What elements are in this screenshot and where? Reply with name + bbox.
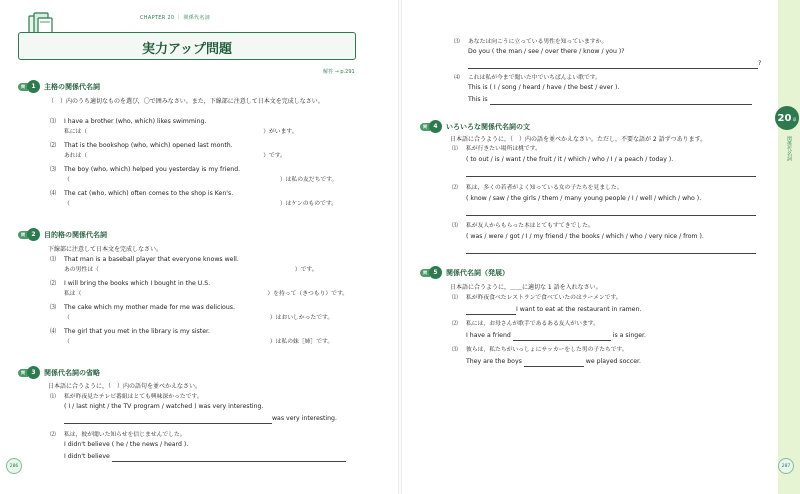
- q2-item-4: ⑷ The girl that you met in the library is my sister.: [50, 328, 210, 335]
- q5-item-3-jp: ⑶ 彼らは，私たちがいっしょにサッカーをした男の子たちです。: [452, 347, 628, 353]
- q5-lead-badge: 問: [420, 269, 430, 277]
- q3-number-badge: 3: [27, 366, 40, 379]
- q2-item-1: ⑴ That man is a baseball player that everyone knows well.: [50, 256, 239, 263]
- q3-item-2-jp: ⑵ 私は，彼が聞いた知らせを信じませんでした。: [50, 432, 186, 438]
- q1-lead-badge: 問: [18, 83, 28, 91]
- q4-number-badge: 4: [429, 120, 442, 133]
- q4-header: [420, 120, 530, 133]
- q3-lead-badge: 問: [18, 369, 28, 377]
- q3-item-1-jp: ⑴ 私が昨夜見たテレビ番組はとても興味深かったです。: [50, 394, 203, 400]
- q1-instruction: （ ）内のうち適切なものを選び，〇で囲みなさい。また，下線部に注意して日本文を完成しなさい。: [48, 98, 324, 105]
- q4-item-2-jp: ⑵ 私は，多くの若者がよく知っている女の子たちを見ました。: [452, 185, 623, 191]
- q2-lead-badge: 問: [18, 231, 28, 239]
- page-number-left: 286: [6, 458, 22, 474]
- chapter-side-tab: [778, 0, 800, 494]
- q2-item-3-jp: （ ）はおいしかったです。: [64, 315, 334, 321]
- q2-number-badge: 2: [27, 228, 40, 241]
- q1-item-4: ⑷ The cat (who, which) often comes to the shop is Ken's.: [50, 190, 234, 197]
- item-number: ⑴: [50, 118, 57, 125]
- q3-item-2-en: I didn't believe ( he / the news / heard ).: [64, 441, 189, 448]
- q4-item-3-jp: ⑶ 私が友人からもらった本はとてもすてきでした。: [452, 223, 594, 229]
- q1-item-2: ⑵ That is the bookshop (who, which) opened last month.: [50, 142, 233, 149]
- answer-blank[interactable]: [513, 334, 611, 341]
- answer-blank[interactable]: [112, 455, 346, 462]
- page-title: 実力アップ問題: [141, 42, 233, 57]
- q5-item-2-jp: ⑵ 私には，お母さんが歌手であるある友人がいます。: [452, 321, 599, 327]
- q1-header: [18, 80, 100, 93]
- answer-blank[interactable]: [64, 417, 272, 424]
- item-english: I have a brother (who, which) likes swimming.: [64, 118, 207, 125]
- chapter-number-badge: 20 章: [775, 106, 799, 130]
- q5-title: 関係代名詞（発展）: [446, 268, 509, 277]
- q4-item-1-en: ( to out / is / want / the fruit / it / which / who / I / a peach / today ).: [466, 156, 674, 163]
- page-number-right: 287: [778, 458, 794, 474]
- q3-item-4-jp: ⑷ これは私が今まで聞いた中でいちばんよい歌です。: [454, 75, 601, 81]
- q5-number-badge: 5: [429, 266, 442, 279]
- q2-instruction: 下線部に注意して日本文を完成しなさい。: [48, 246, 163, 253]
- q5-header: [420, 266, 509, 279]
- answer-blank[interactable]: [490, 98, 752, 105]
- answer-blank[interactable]: [524, 360, 584, 367]
- q3-item-4-answer: This is: [468, 96, 752, 105]
- chapter-side-label: 関係代名詞: [786, 136, 792, 161]
- q2-item-1-jp: あの男性は（ ）です。: [64, 267, 318, 273]
- q4-item-3-en: ( was / were / got / I / my friend / the books / which / who / very nice / from ).: [466, 233, 704, 240]
- q5-item-2-answer: I have a friend is a singer.: [466, 332, 646, 339]
- q1-item-2-jp: あれは（ ）です。: [64, 153, 286, 159]
- q3-item-3-jp: ⑶ あなたは向こうに立っている男性を知っていますか。: [454, 39, 608, 45]
- q4-title: いろいろな関係代名詞の文: [446, 122, 530, 131]
- q5-item-1-jp: ⑴ 私が昨夜食べたレストランで食べていたのはラーメンです。: [452, 295, 622, 301]
- answer-blank[interactable]: [466, 170, 756, 177]
- q1-item-1: [50, 118, 206, 127]
- q4-instruction: 日本語に合うように，（ ）内の語を並べかえなさい。ただし，不要な語が 2 語ずつあります。: [450, 136, 707, 143]
- q2-item-2-jp: 私は（ ）を持って（きつもり）です。: [64, 291, 349, 297]
- q3-item-2-answer: I didn't believe: [64, 453, 346, 462]
- left-page: [0, 0, 398, 494]
- q2-header: [18, 228, 107, 241]
- q1-title: 主格の関係代名詞: [44, 82, 100, 91]
- answer-reference: 解答 → p.291: [323, 69, 355, 75]
- q3-item-1-answer: was very interesting.: [64, 415, 337, 424]
- q3-item-3-answer: ?: [468, 60, 761, 69]
- q2-item-2: ⑵ I will bring the books which I bought in the U.S.: [50, 280, 211, 287]
- q2-item-4-jp: （ ）は私の妹［姉］です。: [64, 339, 334, 345]
- q1-item-4-jp: （ ）はケンのものです。: [64, 201, 338, 207]
- q5-item-3-answer: They are the boys we played soccer.: [466, 358, 641, 365]
- q4-item-2-answer: [466, 207, 756, 216]
- q4-lead-badge: 問: [420, 123, 430, 131]
- q1-number-badge: 1: [27, 80, 40, 93]
- q3-header: [18, 366, 100, 379]
- q4-item-2-en: ( know / saw / the girls / them / many young people / I / well / which / who ).: [466, 195, 702, 202]
- q1-item-3: ⑶ The boy (who, which) helped you yesterday is my friend.: [50, 166, 241, 173]
- q3-item-3-en: Do you ( the man / see / over there / know / you )?: [468, 48, 625, 55]
- q3-item-1-en: ( I / last night / the TV program / watched ) was very interesting.: [64, 403, 264, 410]
- right-page: [402, 0, 800, 494]
- answer-blank[interactable]: [466, 247, 756, 254]
- q5-instruction: 日本語に合うように，＿＿に適切な 1 語を入れなさい。: [450, 284, 602, 291]
- q1-item-3-jp: （ ）は私の友だちです。: [64, 177, 338, 183]
- q4-item-1-jp: ⑴ 私が行きたい場所は桃です。: [452, 146, 541, 152]
- chapter-heading: CHAPTER 20 ｜ 関係代名詞: [140, 15, 210, 21]
- q2-item-3: ⑶ The cake which my mother made for me was delicious.: [50, 304, 235, 311]
- q4-item-1-answer: [466, 168, 756, 177]
- answer-blank[interactable]: [466, 308, 516, 315]
- q1-item-1-jp: 私には（ ）がいます。: [64, 129, 298, 135]
- answer-blank[interactable]: [466, 209, 756, 216]
- q4-item-3-answer: [466, 245, 756, 254]
- title-box: [18, 32, 356, 60]
- q3-title: 関係代名詞の省略: [44, 368, 100, 377]
- q2-title: 目的格の関係代名詞: [44, 230, 107, 239]
- q5-item-1-answer: I want to eat at the restaurant in ramen.: [466, 306, 641, 315]
- q3-instruction: 日本語に合うように，（ ）内の語句を並べかえなさい。: [48, 383, 202, 390]
- q3-item-4-en: This is ( I / song / heard / have / the best / ever ).: [468, 84, 620, 91]
- answer-blank[interactable]: [468, 62, 758, 69]
